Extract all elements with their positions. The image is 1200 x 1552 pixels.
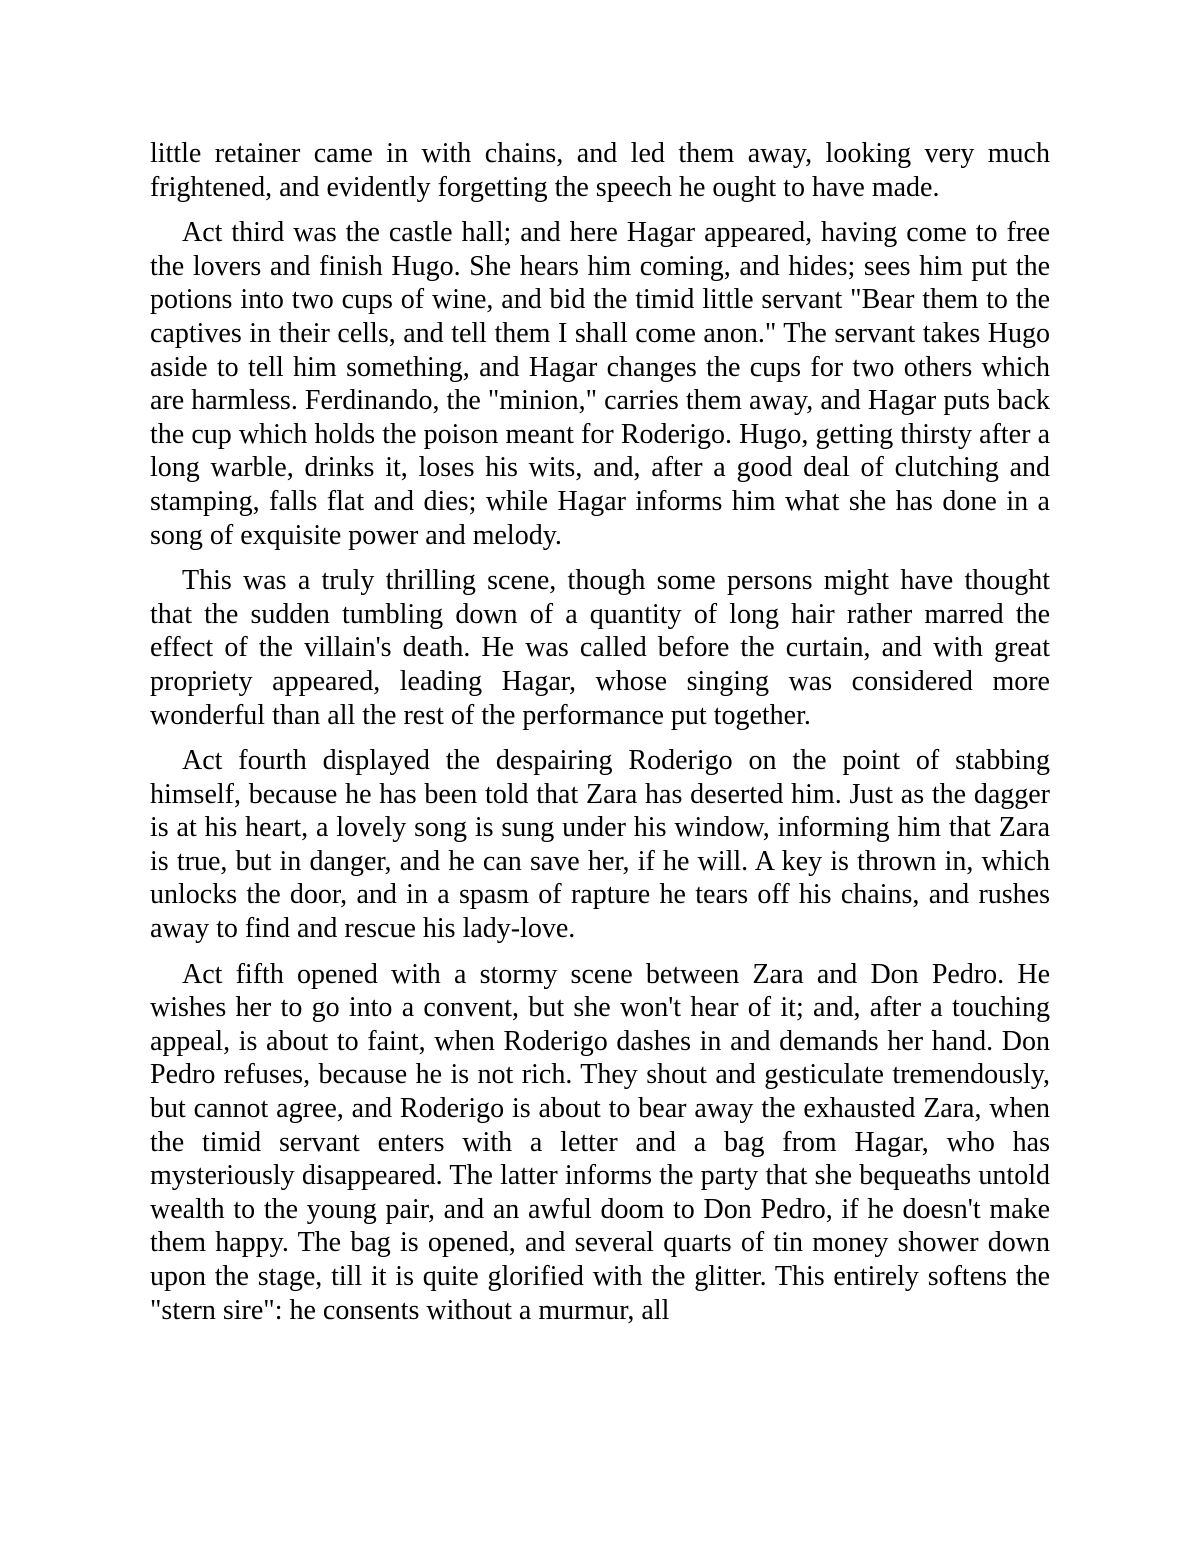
paragraph-act-fifth: Act fifth opened with a stormy scene between Zara and Don Pedro. He wishes her to go into a convent, but she won't hear of it; and, after a touching appeal, is about to faint, when Roderigo dashes in and demands her hand. Don Pedro refuses, because he is not rich. They shout and gesticulate tremendously, but cannot agree, and Roderigo is about to bear away the exhausted Zara, when the timid servant enters with a letter and a bag from Hagar, who has mysteriously disappeared. The latter informs the party that she bequeaths untold wealth to the young pair, and an awful doom to Don Pedro, if he doesn't make them happy. The bag is opened, and several quarts of tin money shower down upon the stage, till it is quite glorified with the glitter. This entirely softens the "stern sire": he consents without a murmur, all [150, 958, 1050, 1326]
paragraph-act-fourth: Act fourth displayed the despairing Roderigo on the point of stabbing himself, because he has been told that Zara has deserted him. Just as the dagger is at his heart, a lovely song is sung under his window, informing him that Zara is true, but in danger, and he can save her, if he will. A key is thrown in, which unlocks the door, and in a spasm of rapture he tears off his chains, and rushes away to find and rescue his lady-love. [150, 745, 1050, 945]
paragraph-continuation: little retainer came in with chains, and led them away, looking very much frightened, and evidently forgetting the speech he ought to have made. [150, 138, 1050, 203]
paragraph-thrilling-scene: This was a truly thrilling scene, though some persons might have thought that the sudden tumbling down of a quantity of long hair rather marred the effect of the villain's death. He was called before the curtain, and with great propriety appeared, leading Hagar, whose singing was considered more wonderful than all the rest of the performance put together. [150, 565, 1050, 731]
paragraph-act-third: Act third was the castle hall; and here Hagar appeared, having come to free the lovers and finish Hugo. She hears him coming, and hides; sees him put the potions into two cups of wine, and bid the timid little servant "Bear them to the captives in their cells, and tell them I shall come anon." The servant takes Hugo aside to tell him something, and Hagar changes the cups for two others which are harmless. Ferdinando, the "minion," carries them away, and Hagar puts back the cup which holds the poison meant for Roderigo. Hugo, getting thirsty after a long warble, drinks it, loses his wits, and, after a good deal of clutching and stamping, falls flat and dies; while Hagar informs him what she has done in a song of exquisite power and melody. [150, 217, 1050, 551]
book-page [150, 137, 1050, 1339]
